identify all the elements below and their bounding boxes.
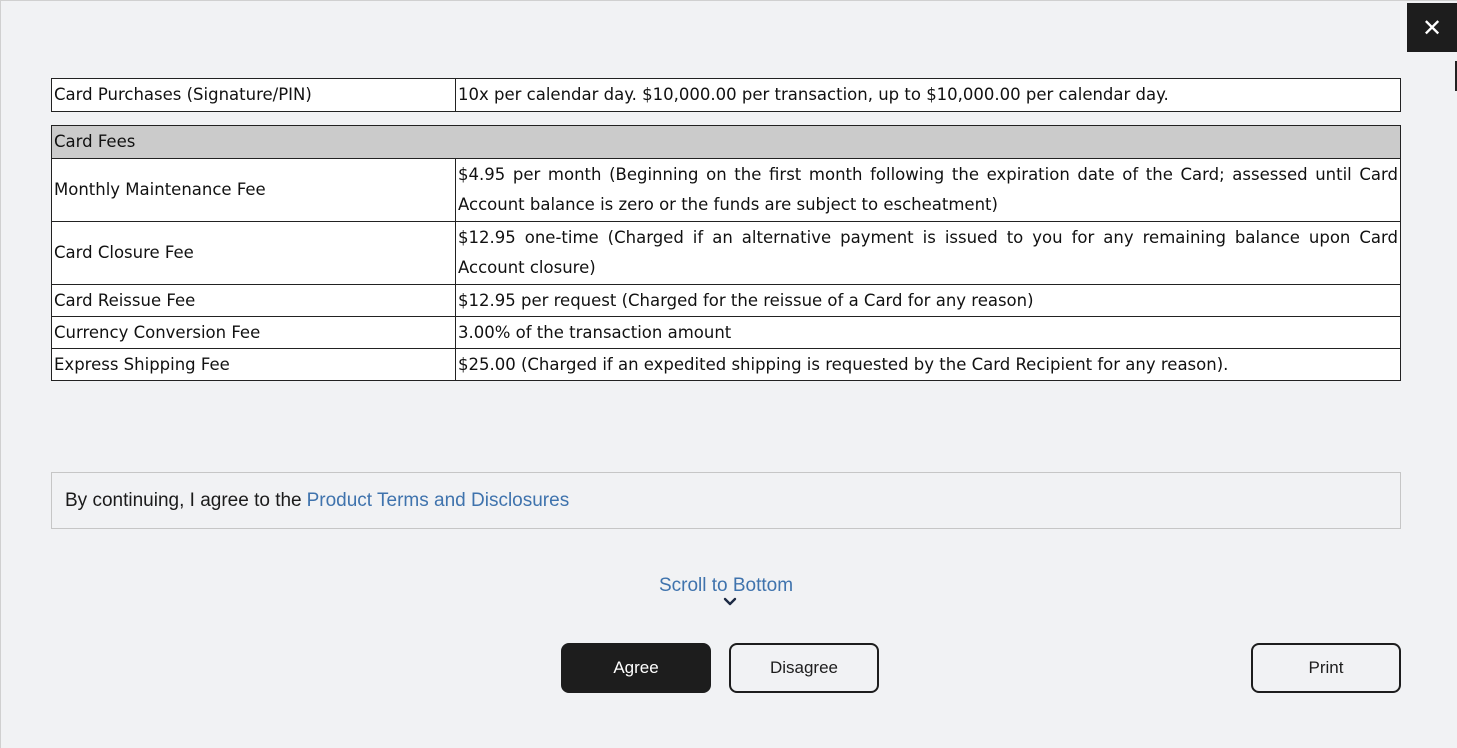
row-label: Currency Conversion Fee bbox=[52, 317, 456, 349]
table-row bbox=[52, 317, 1401, 349]
limits-table bbox=[51, 78, 1401, 112]
row-value: $25.00 (Charged if an expedited shipping is requested by the Card Recipient for any reason). bbox=[456, 349, 1401, 381]
scroll-to-bottom-label: Scroll to Bottom bbox=[658, 575, 794, 596]
row-label: Express Shipping Fee bbox=[52, 349, 456, 381]
print-button[interactable]: Print bbox=[1251, 643, 1401, 693]
row-value: 10x per calendar day. $10,000.00 per transaction, up to $10,000.00 per calendar day. bbox=[456, 79, 1401, 112]
row-value: $4.95 per month (Beginning on the first month following the expiration date of the Card; assessed until Card Account balance is zero or the funds are subject to escheatment) bbox=[456, 159, 1401, 222]
chevron-down-icon[interactable] bbox=[723, 597, 737, 607]
agreement-notice bbox=[51, 472, 1401, 529]
section-header-row bbox=[52, 126, 1401, 159]
fees-table bbox=[51, 125, 1401, 381]
agree-button[interactable]: Agree bbox=[561, 643, 711, 693]
row-value: $12.95 one-time (Charged if an alternative payment is issued to you for any remaining balance upon Card Account closure) bbox=[456, 222, 1401, 285]
section-title: Card Fees bbox=[52, 126, 1401, 159]
close-icon: ✕ bbox=[1421, 13, 1443, 42]
scroll-to-bottom-link[interactable] bbox=[1, 575, 1451, 597]
table-row bbox=[52, 222, 1401, 285]
agreement-text: By continuing, I agree to the bbox=[65, 489, 302, 511]
close-button[interactable] bbox=[1407, 3, 1457, 52]
row-value: $12.95 per request (Charged for the reissue of a Card for any reason) bbox=[456, 285, 1401, 317]
table-row bbox=[52, 79, 1401, 112]
row-label: Card Reissue Fee bbox=[52, 285, 456, 317]
disagree-button[interactable]: Disagree bbox=[729, 643, 879, 693]
table-row bbox=[52, 285, 1401, 317]
row-label: Monthly Maintenance Fee bbox=[52, 159, 456, 222]
row-label: Card Purchases (Signature/PIN) bbox=[52, 79, 456, 112]
row-label: Card Closure Fee bbox=[52, 222, 456, 285]
table-row bbox=[52, 159, 1401, 222]
product-terms-link[interactable]: Product Terms and Disclosures bbox=[306, 489, 570, 511]
row-value: 3.00% of the transaction amount bbox=[456, 317, 1401, 349]
table-row bbox=[52, 349, 1401, 381]
